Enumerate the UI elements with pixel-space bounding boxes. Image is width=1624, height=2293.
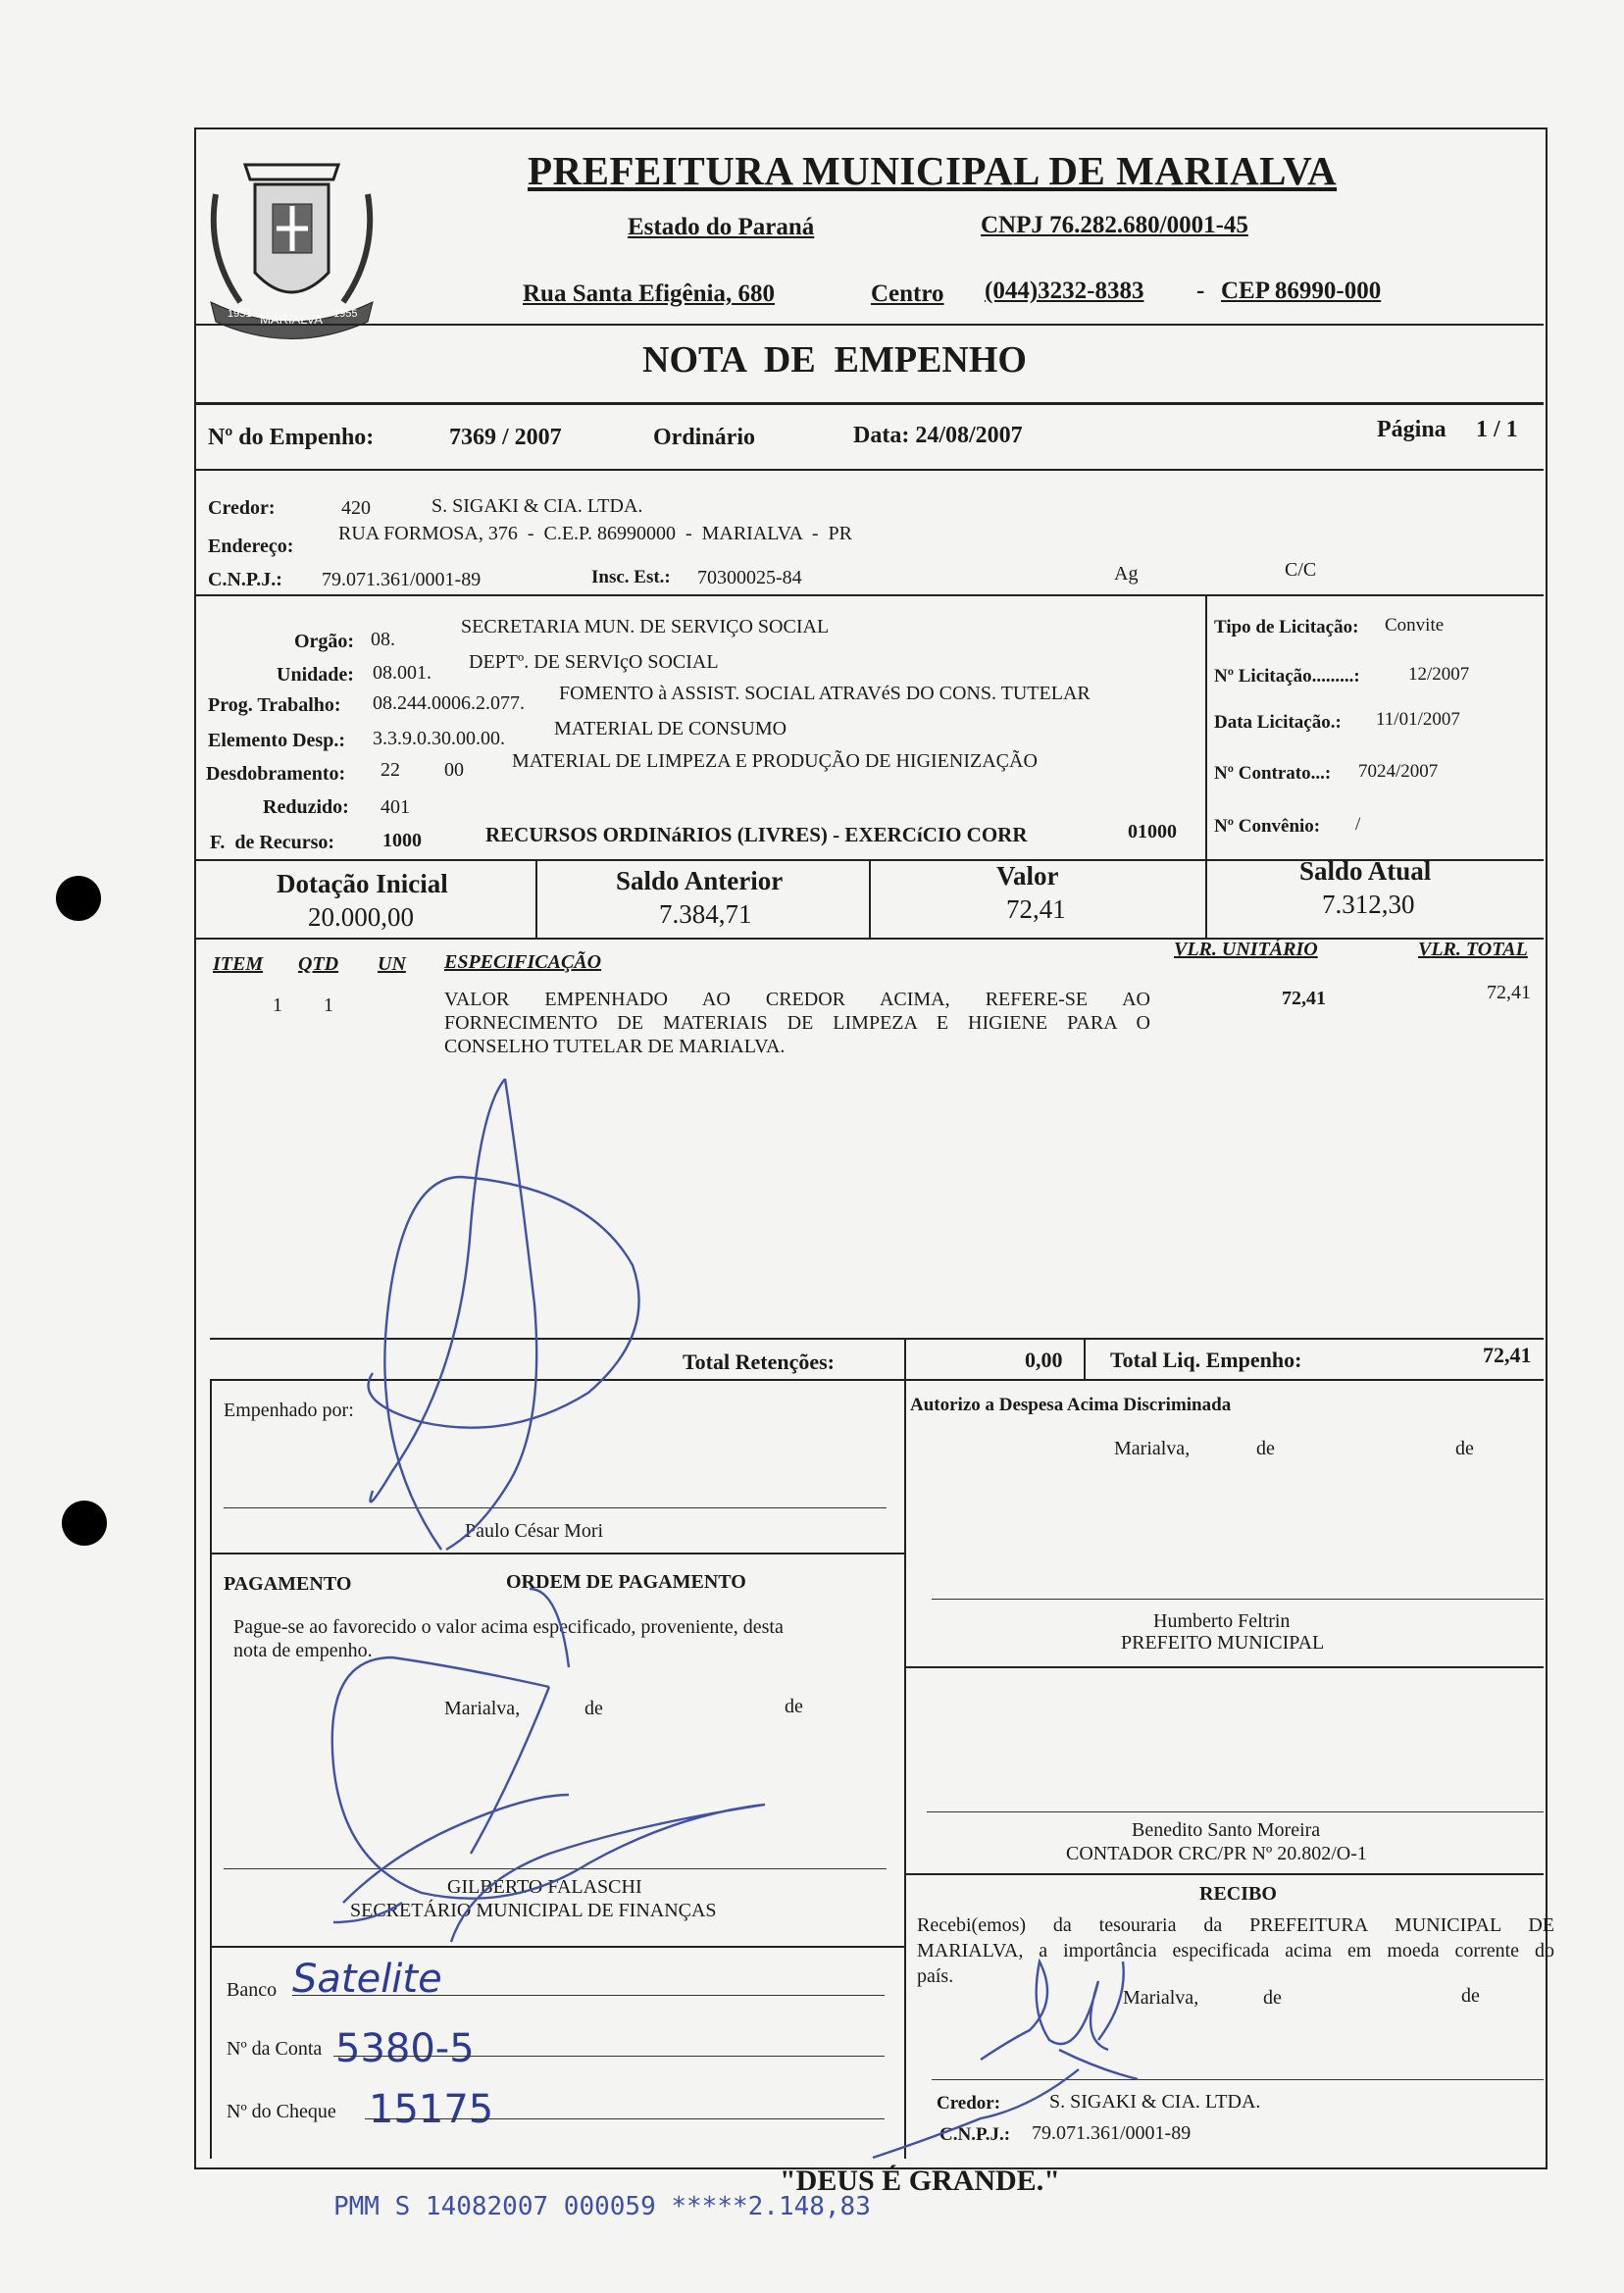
reduzido-label: Reduzido:	[263, 796, 349, 818]
empenhado-por-label: Empenhado por:	[224, 1400, 354, 1421]
total-retencoes-value: 0,00	[1025, 1348, 1063, 1372]
item-qtd: 1	[324, 994, 333, 1016]
prog-trabalho-name: FOMENTO à ASSIST. SOCIAL ATRAVéS DO CONS. TUTELAR	[559, 683, 1091, 704]
unidade-name: DEPTº. DE SERVIçO SOCIAL	[469, 651, 719, 673]
orgao-code: 08.	[371, 629, 395, 650]
item-description-line1: VALOR EMPENHADO AO CREDOR ACIMA, REFERE-SE AO	[444, 989, 1150, 1010]
elemento-name: MATERIAL DE CONSUMO	[554, 718, 787, 739]
account-label: C/C	[1285, 559, 1317, 581]
recibo-label: RECIBO	[1199, 1883, 1277, 1905]
autorizo-label: Autorizo a Despesa Acima Discriminada	[910, 1395, 1232, 1415]
col-vlr-total: VLR. TOTAL	[1418, 939, 1528, 960]
signature-paulo-cesar-mori	[369, 1079, 639, 1550]
recibo-de2: de	[1461, 1985, 1480, 2007]
convenio-label: Nº Convênio:	[1214, 816, 1321, 837]
prog-trabalho-code: 08.244.0006.2.077.	[373, 692, 525, 714]
col-especificacao: ESPECIFICAÇÃO	[444, 951, 602, 973]
desdobramento-code1: 22	[381, 759, 400, 781]
data-licitacao-label: Data Licitação.:	[1214, 712, 1342, 733]
autorizo-de2: de	[1455, 1438, 1474, 1459]
recibo-text-line2: MARIALVA, a importância especificada acima em moeda corrente do	[917, 1940, 1554, 1962]
prog-trabalho-label: Prog. Trabalho:	[208, 694, 341, 716]
cheque-handwritten: 15175	[369, 2087, 494, 2132]
desdobramento-label: Desdobramento:	[206, 763, 346, 785]
desdobramento-name: MATERIAL DE LIMPEZA E PRODUÇÃO DE HIGIENIZAÇÃO	[512, 750, 1038, 772]
pagamento-de1: de	[584, 1698, 603, 1719]
contrato-value: 7024/2007	[1358, 761, 1439, 782]
footer-motto: "DEUS É GRANDE."	[780, 2165, 1060, 2197]
elemento-code: 3.3.9.0.30.00.00.	[373, 728, 505, 749]
elemento-label: Elemento Desp.:	[208, 730, 345, 751]
signature-recibo	[873, 1962, 1138, 2158]
address-phone: (044)3232-8383	[985, 278, 1144, 304]
item-vlr-unitario: 72,41	[1282, 988, 1326, 1009]
credor-code: 420	[341, 497, 371, 519]
conta-label: Nº da Conta	[227, 2038, 323, 2060]
credor-address: RUA FORMOSA, 376 - C.E.P. 86990000 - MARIALVA - PR	[338, 523, 852, 544]
crest-banner-text: MARIALVA	[260, 312, 323, 327]
agency-label: Ag	[1114, 563, 1139, 585]
col-item: ITEM	[213, 953, 264, 975]
contador-title: CONTADOR CRC/PR Nº 20.802/O-1	[1066, 1843, 1367, 1864]
credor-cnpj-label: C.N.P.J.:	[208, 569, 282, 590]
document-title: NOTA DE EMPENHO	[642, 339, 1027, 381]
col-qtd: QTD	[298, 953, 339, 975]
svg-text:1955: 1955	[333, 308, 358, 320]
empenho-type: Ordinário	[653, 425, 756, 450]
col-vlr-unitario: VLR. UNITÁRIO	[1174, 939, 1318, 960]
saldo-atual-label: Saldo Atual	[1299, 856, 1432, 886]
dotacao-inicial-value: 20.000,00	[308, 902, 414, 932]
prefeito-name: Humberto Feltrin	[1153, 1610, 1291, 1632]
reduzido-value: 401	[381, 796, 410, 818]
pagamento-text-line2: nota de empenho.	[233, 1640, 373, 1661]
orgao-name: SECRETARIA MUN. DE SERVIÇO SOCIAL	[461, 616, 830, 637]
empenhado-por-name: Paulo César Mori	[465, 1520, 604, 1542]
valor-label: Valor	[996, 861, 1059, 891]
conta-handwritten: 5380-5	[335, 2026, 475, 2071]
item-description-line3: CONSELHO TUTELAR DE MARIALVA.	[444, 1036, 786, 1057]
valor-value: 72,41	[1006, 894, 1066, 924]
recibo-credor-label: Credor:	[937, 2093, 1001, 2114]
saldo-anterior-label: Saldo Anterior	[616, 866, 784, 895]
recibo-text-line3: país.	[917, 1965, 954, 1987]
pagamento-de2: de	[785, 1696, 803, 1717]
recibo-cnpj-label: C.N.P.J.:	[939, 2124, 1011, 2145]
pagamento-city: Marialva,	[444, 1698, 521, 1719]
data-licitacao: 11/01/2007	[1376, 709, 1460, 730]
banco-label: Banco	[227, 1979, 278, 2001]
recibo-credor-name: S. SIGAKI & CIA. LTDA.	[1049, 2091, 1261, 2113]
address-street: Rua Santa Efigênia, 680	[523, 280, 775, 307]
page-label: Página	[1377, 417, 1446, 442]
banco-handwritten: Satelite	[292, 1957, 442, 2002]
total-retencoes-label: Total Retenções:	[683, 1350, 835, 1374]
recurso-name: RECURSOS ORDINáRIOS (LIVRES) - EXERCíCIO CORR	[485, 823, 1028, 846]
empenho-number-label: Nº do Empenho:	[208, 425, 375, 450]
state-label: Estado do Paraná	[628, 214, 815, 240]
ordem-pagamento-label: ORDEM DE PAGAMENTO	[506, 1571, 746, 1593]
item-description-line2: FORNECIMENTO DE MATERIAIS DE LIMPEZA E HIGIENE PARA O	[444, 1012, 1150, 1034]
saldo-atual-value: 7.312,30	[1322, 890, 1415, 919]
saldo-anterior-value: 7.384,71	[659, 899, 752, 929]
tipo-licitacao-label: Tipo de Licitação:	[1214, 617, 1359, 637]
unidade-code: 08.001.	[373, 662, 431, 684]
recurso-code: 1000	[382, 830, 422, 851]
credor-address-label: Endereço:	[208, 535, 294, 557]
credor-cnpj: 79.071.361/0001-89	[322, 569, 482, 590]
recibo-city: Marialva,	[1123, 1987, 1199, 2009]
prefeito-title: PREFEITO MUNICIPAL	[1121, 1632, 1325, 1654]
address-district: Centro	[871, 280, 944, 307]
convenio-value: /	[1355, 814, 1361, 835]
unidade-label: Unidade:	[277, 664, 354, 686]
credor-name: S. SIGAKI & CIA. LTDA.	[431, 495, 643, 517]
insc-label: Insc. Est.:	[591, 567, 671, 587]
cheque-label: Nº do Cheque	[227, 2101, 336, 2122]
signature-gilberto-falaschi	[332, 1589, 765, 1942]
num-licitacao-label: Nº Licitação.........:	[1214, 666, 1360, 687]
orgao-label: Orgão:	[294, 631, 355, 652]
credor-label: Credor:	[208, 497, 276, 519]
recibo-cnpj: 79.071.361/0001-89	[1032, 2122, 1192, 2144]
contador-name: Benedito Santo Moreira	[1132, 1819, 1321, 1841]
recibo-de1: de	[1263, 1987, 1282, 2009]
address-separator: -	[1196, 278, 1205, 304]
tipo-licitacao: Convite	[1385, 615, 1445, 636]
page-number: 1 / 1	[1476, 417, 1518, 442]
pagamento-label: PAGAMENTO	[224, 1573, 352, 1595]
municipality-title: PREFEITURA MUNICIPAL DE MARIALVA	[528, 148, 1338, 193]
address-cep: CEP 86990-000	[1221, 278, 1382, 304]
recibo-text-line1: Recebi(emos) da tesouraria da PREFEITURA MUNICIPAL DE	[917, 1914, 1554, 1936]
num-licitacao: 12/2007	[1408, 664, 1470, 685]
empenho-number: 7369 / 2007	[449, 425, 562, 450]
dotacao-inicial-label: Dotação Inicial	[277, 869, 448, 898]
autorizo-city: Marialva,	[1114, 1438, 1191, 1459]
autorizo-de1: de	[1256, 1438, 1275, 1459]
insc-value: 70300025-84	[697, 567, 802, 588]
secretario-title: SECRETÁRIO MUNICIPAL DE FINANÇAS	[350, 1900, 717, 1921]
item-number: 1	[273, 994, 282, 1016]
recurso-code2: 01000	[1128, 821, 1177, 842]
total-liq-empenho-value: 72,41	[1483, 1343, 1532, 1367]
desdobramento-code2: 00	[444, 759, 464, 781]
bank-stamp: PMM S 14082007 000059 *****2.148,83	[333, 2192, 871, 2221]
municipality-cnpj: CNPJ 76.282.680/0001-45	[981, 212, 1248, 238]
col-un: UN	[378, 953, 406, 975]
pagamento-text-line1: Pague-se ao favorecido o valor acima especificado, proveniente, desta	[233, 1616, 784, 1638]
secretario-name: GILBERTO FALASCHI	[447, 1876, 642, 1898]
recurso-label: F. de Recurso:	[210, 832, 335, 853]
empenho-date: Data: 24/08/2007	[853, 423, 1023, 448]
item-vlr-total: 72,41	[1487, 982, 1531, 1003]
svg-text:1951: 1951	[228, 308, 252, 320]
total-liq-empenho-label: Total Liq. Empenho:	[1110, 1348, 1302, 1372]
contrato-label: Nº Contrato...:	[1214, 763, 1332, 784]
